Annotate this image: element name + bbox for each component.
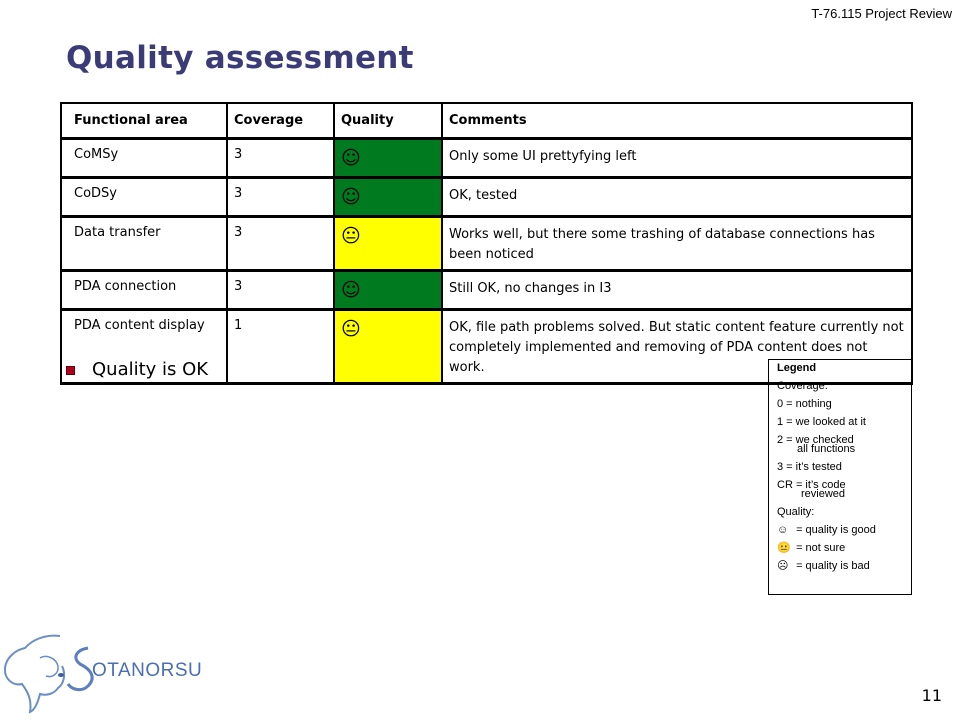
- legend-coverage-cr-line2: reviewed: [801, 488, 846, 500]
- course-header: T-76.115 Project Review: [811, 6, 952, 21]
- legend-quality-bad: [777, 561, 903, 572]
- cell-comment: Works well, but there some trashing of database connections has been noticed: [442, 217, 912, 271]
- page-title: Quality assessment: [66, 40, 414, 76]
- cell-comment: OK, file path problems solved. But static content feature currently not completely implemented and removing of PDA content does not work.: [442, 310, 912, 384]
- quality-good-icon: ☺: [334, 271, 442, 310]
- table-row: [61, 271, 912, 310]
- legend-coverage-cr-line1: CR = it’s code: [777, 479, 846, 491]
- legend-coverage-3: 3 = it’s tested: [777, 461, 842, 473]
- cell-coverage: 3: [227, 217, 334, 271]
- bullet-text: Quality is OK: [92, 359, 209, 380]
- table-row: [61, 217, 912, 271]
- cell-comment: OK, tested: [442, 178, 912, 217]
- quality-table: [60, 102, 913, 385]
- cell-area: PDA content display: [61, 310, 227, 384]
- legend-quality-heading: Quality:: [777, 506, 815, 518]
- legend-coverage-2-line2: all functions: [797, 443, 856, 455]
- legend-good-label: = quality is good: [796, 524, 876, 536]
- legend-quality-unsure: [777, 543, 903, 554]
- cell-coverage: 1: [227, 310, 334, 384]
- legend-box: [768, 359, 912, 595]
- table-header-row: [61, 103, 912, 139]
- legend-coverage-cr: [777, 480, 903, 500]
- table-row: [61, 139, 912, 178]
- header-coverage: Coverage: [227, 103, 334, 139]
- quality-unsure-icon: 😐: [334, 217, 442, 271]
- cell-area: PDA connection: [61, 271, 227, 310]
- cell-area: CoMSy: [61, 139, 227, 178]
- sotanorsu-logo: [0, 628, 205, 720]
- legend-bad-label: = quality is bad: [796, 560, 870, 572]
- legend-coverage-heading: Coverage:: [777, 380, 828, 392]
- header-comments: Comments: [442, 103, 912, 139]
- cell-comment: Still OK, no changes in I3: [442, 271, 912, 310]
- legend-quality-good: [777, 525, 903, 536]
- cell-coverage: 3: [227, 271, 334, 310]
- bullet-square-icon: [66, 366, 75, 375]
- legend-coverage-2-line1: 2 = we checked: [777, 434, 854, 446]
- table-row: [61, 178, 912, 217]
- page-number: 11: [921, 686, 942, 705]
- smiley-neutral-icon: 😐: [777, 542, 791, 554]
- elephant-logo-icon: [0, 628, 205, 720]
- smiley-bad-icon: ☹: [777, 560, 789, 572]
- legend-coverage-0: 0 = nothing: [777, 398, 832, 410]
- cell-area: CoDSy: [61, 178, 227, 217]
- header-quality: Quality: [334, 103, 442, 139]
- quality-good-icon: ☺: [334, 139, 442, 178]
- legend-unsure-label: = not sure: [796, 542, 846, 554]
- cell-area: Data transfer: [61, 217, 227, 271]
- quality-unsure-icon: 😐: [334, 310, 442, 384]
- logo-wordmark: OTANORSU: [92, 660, 203, 681]
- legend-coverage-1: 1 = we looked at it: [777, 416, 866, 428]
- cell-comment: Only some UI prettyfying left: [442, 139, 912, 178]
- cell-coverage: 3: [227, 139, 334, 178]
- legend-coverage-2: [777, 435, 903, 455]
- smiley-good-icon: ☺: [777, 524, 789, 536]
- bullet-item: [66, 359, 208, 380]
- legend-title: Legend: [777, 362, 817, 374]
- cell-coverage: 3: [227, 178, 334, 217]
- header-functional-area: Functional area: [61, 103, 227, 139]
- quality-good-icon: ☺: [334, 178, 442, 217]
